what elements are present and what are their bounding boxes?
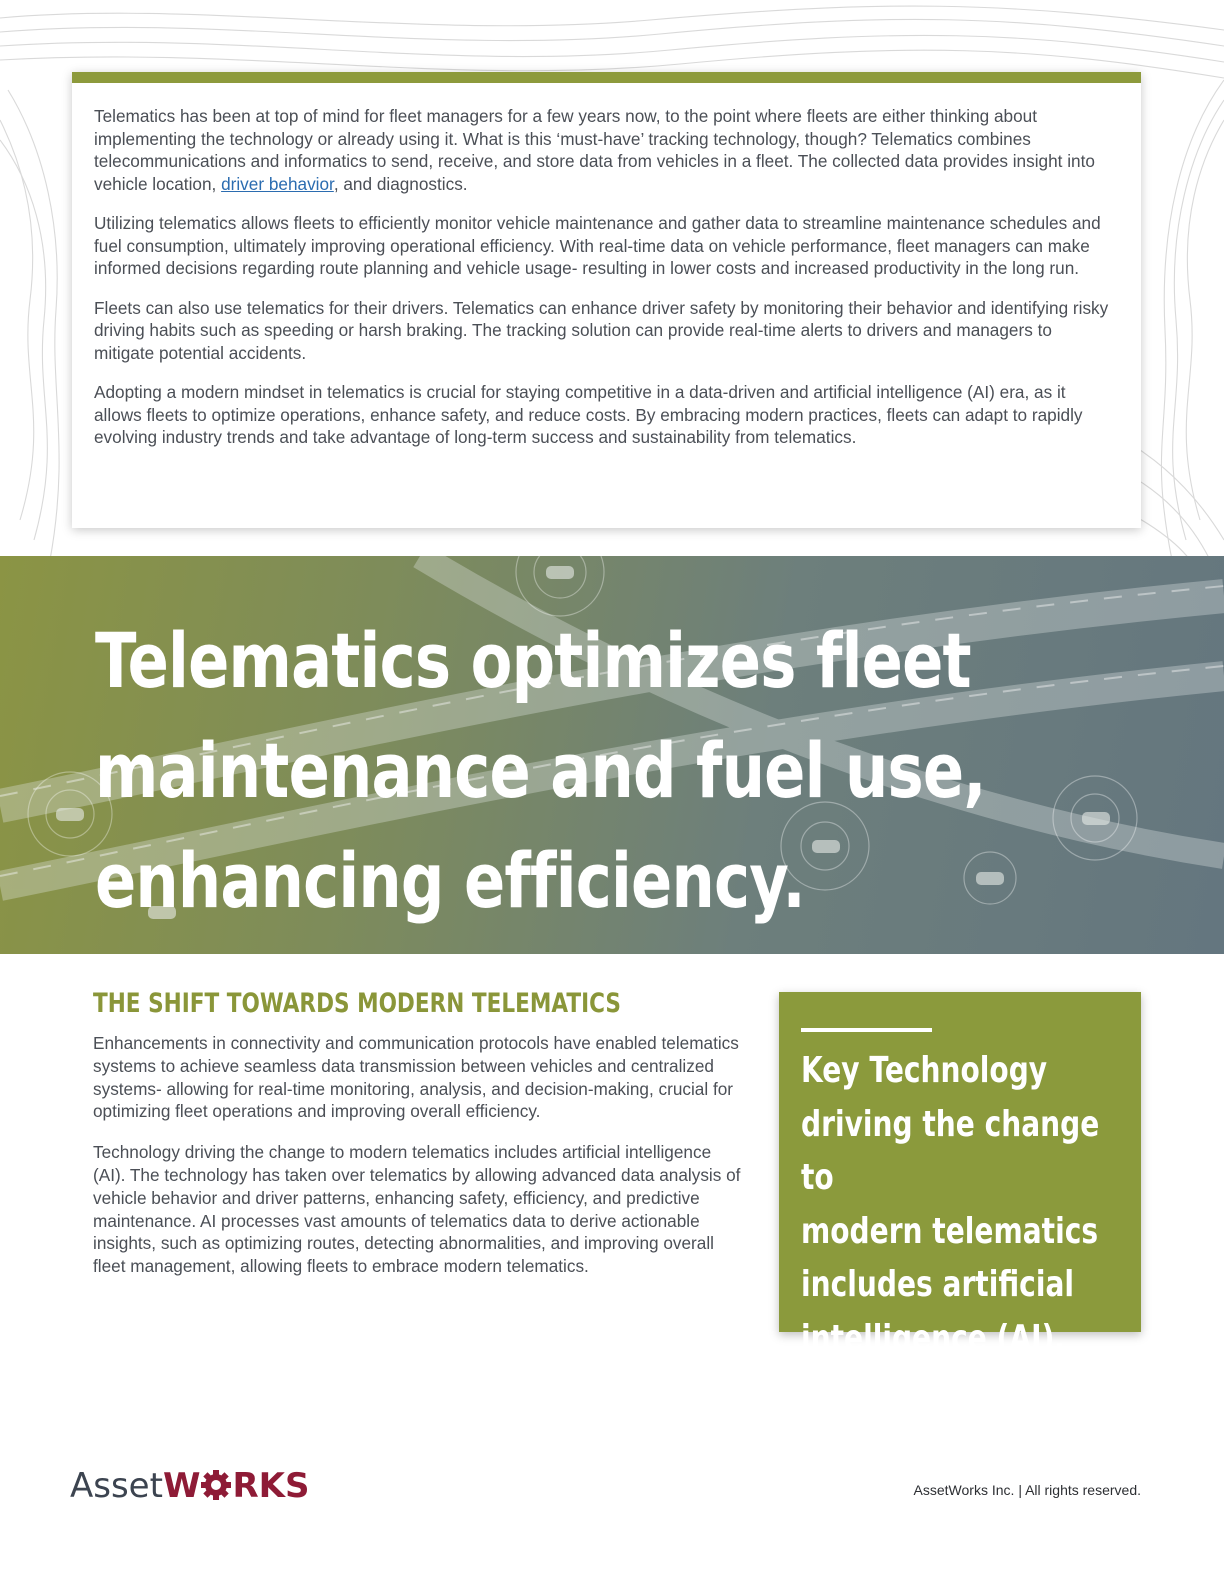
intro-paragraph-4: Adopting a modern mindset in telematics is crucial for staying competitive in a data-driven and artificial intelligence (AI) era, as it allows fleets to optimize operations, enhance safety, and reduce costs. By embracing modern practices, fleets can adapt to rapidly evolving industry trends and take advantage of long-term success and sustainability from telematics. — [94, 382, 1083, 447]
section-paragraph-1: Enhancements in connectivity and communication protocols have enabled telematics systems to achieve seamless data transmission between vehicles and centralized systems- allowing for real-time monitoring, analysis, and decision-making, crucial for optimizing fleet operations and improving overall efficiency. — [93, 1033, 739, 1122]
callout-divider — [801, 1028, 932, 1032]
callout-text: Key Technology driving the change to modern telematics includes artificial intelligence (AI). — [801, 1050, 1100, 1359]
intro-card — [72, 72, 1141, 528]
gear-icon — [200, 1469, 232, 1501]
intro-paragraph-3: Fleets can also use telematics for their drivers. Telematics can enhance driver safety by monitoring their behavior and identifying risky driving habits such as speeding or harsh braking. The tracking solution can provide real-time alerts to drivers and managers to mitigate potential accidents. — [94, 297, 1109, 363]
section-body — [93, 1032, 743, 1296]
intro-paragraph-2: Utilizing telematics allows fleets to efficiently monitor vehicle maintenance and gather data to streamline maintenance schedules and fuel consumption, ultimately improving operational efficiency. With real-time data on vehicle performance, fleet managers can make informed decisions regarding route planning and vehicle usage- resulting in lower costs and increased productivity in the long run. — [94, 213, 1101, 278]
driver-behavior-link[interactable]: driver behavior — [221, 173, 334, 194]
key-technology-callout — [779, 992, 1141, 1359]
hero-title: Telematics optimizes fleet maintenance and fuel use, enhancing efficiency. — [95, 616, 986, 925]
section-paragraph-2: Technology driving the change to modern telematics includes artificial intelligence (AI). The technology has taken over telematics by allowing advanced data analysis of vehicle behavior and driver patterns, enhancing safety, efficiency, and predictive maintenance. AI processes vast amounts of telematics data to derive actionable insights, such as optimizing routes, detecting abnormalities, and improving overall fleet management, allowing fleets to embrace modern telematics. — [93, 1142, 741, 1277]
section-heading: THE SHIFT TOWARDS MODERN TELEMATICS — [93, 988, 621, 1019]
footer-copyright: AssetWorks Inc. | All rights reserved. — [913, 1482, 1141, 1498]
assetworks-logo: AssetW RKS — [70, 1466, 310, 1506]
intro-paragraph-1: Telematics has been at top of mind for fleet managers for a few years now, to the point where fleets are either thinking about implementing the technology or already using it. What is this ‘must-have’ tracking technology, though? Telematics combines telecommunications and informatics to send, receive, and store data from vehicles in a fleet. The collected data provides insight into vehicle location, driver behavior, and diagnostics. — [94, 106, 1095, 194]
hero-banner — [0, 556, 1224, 954]
